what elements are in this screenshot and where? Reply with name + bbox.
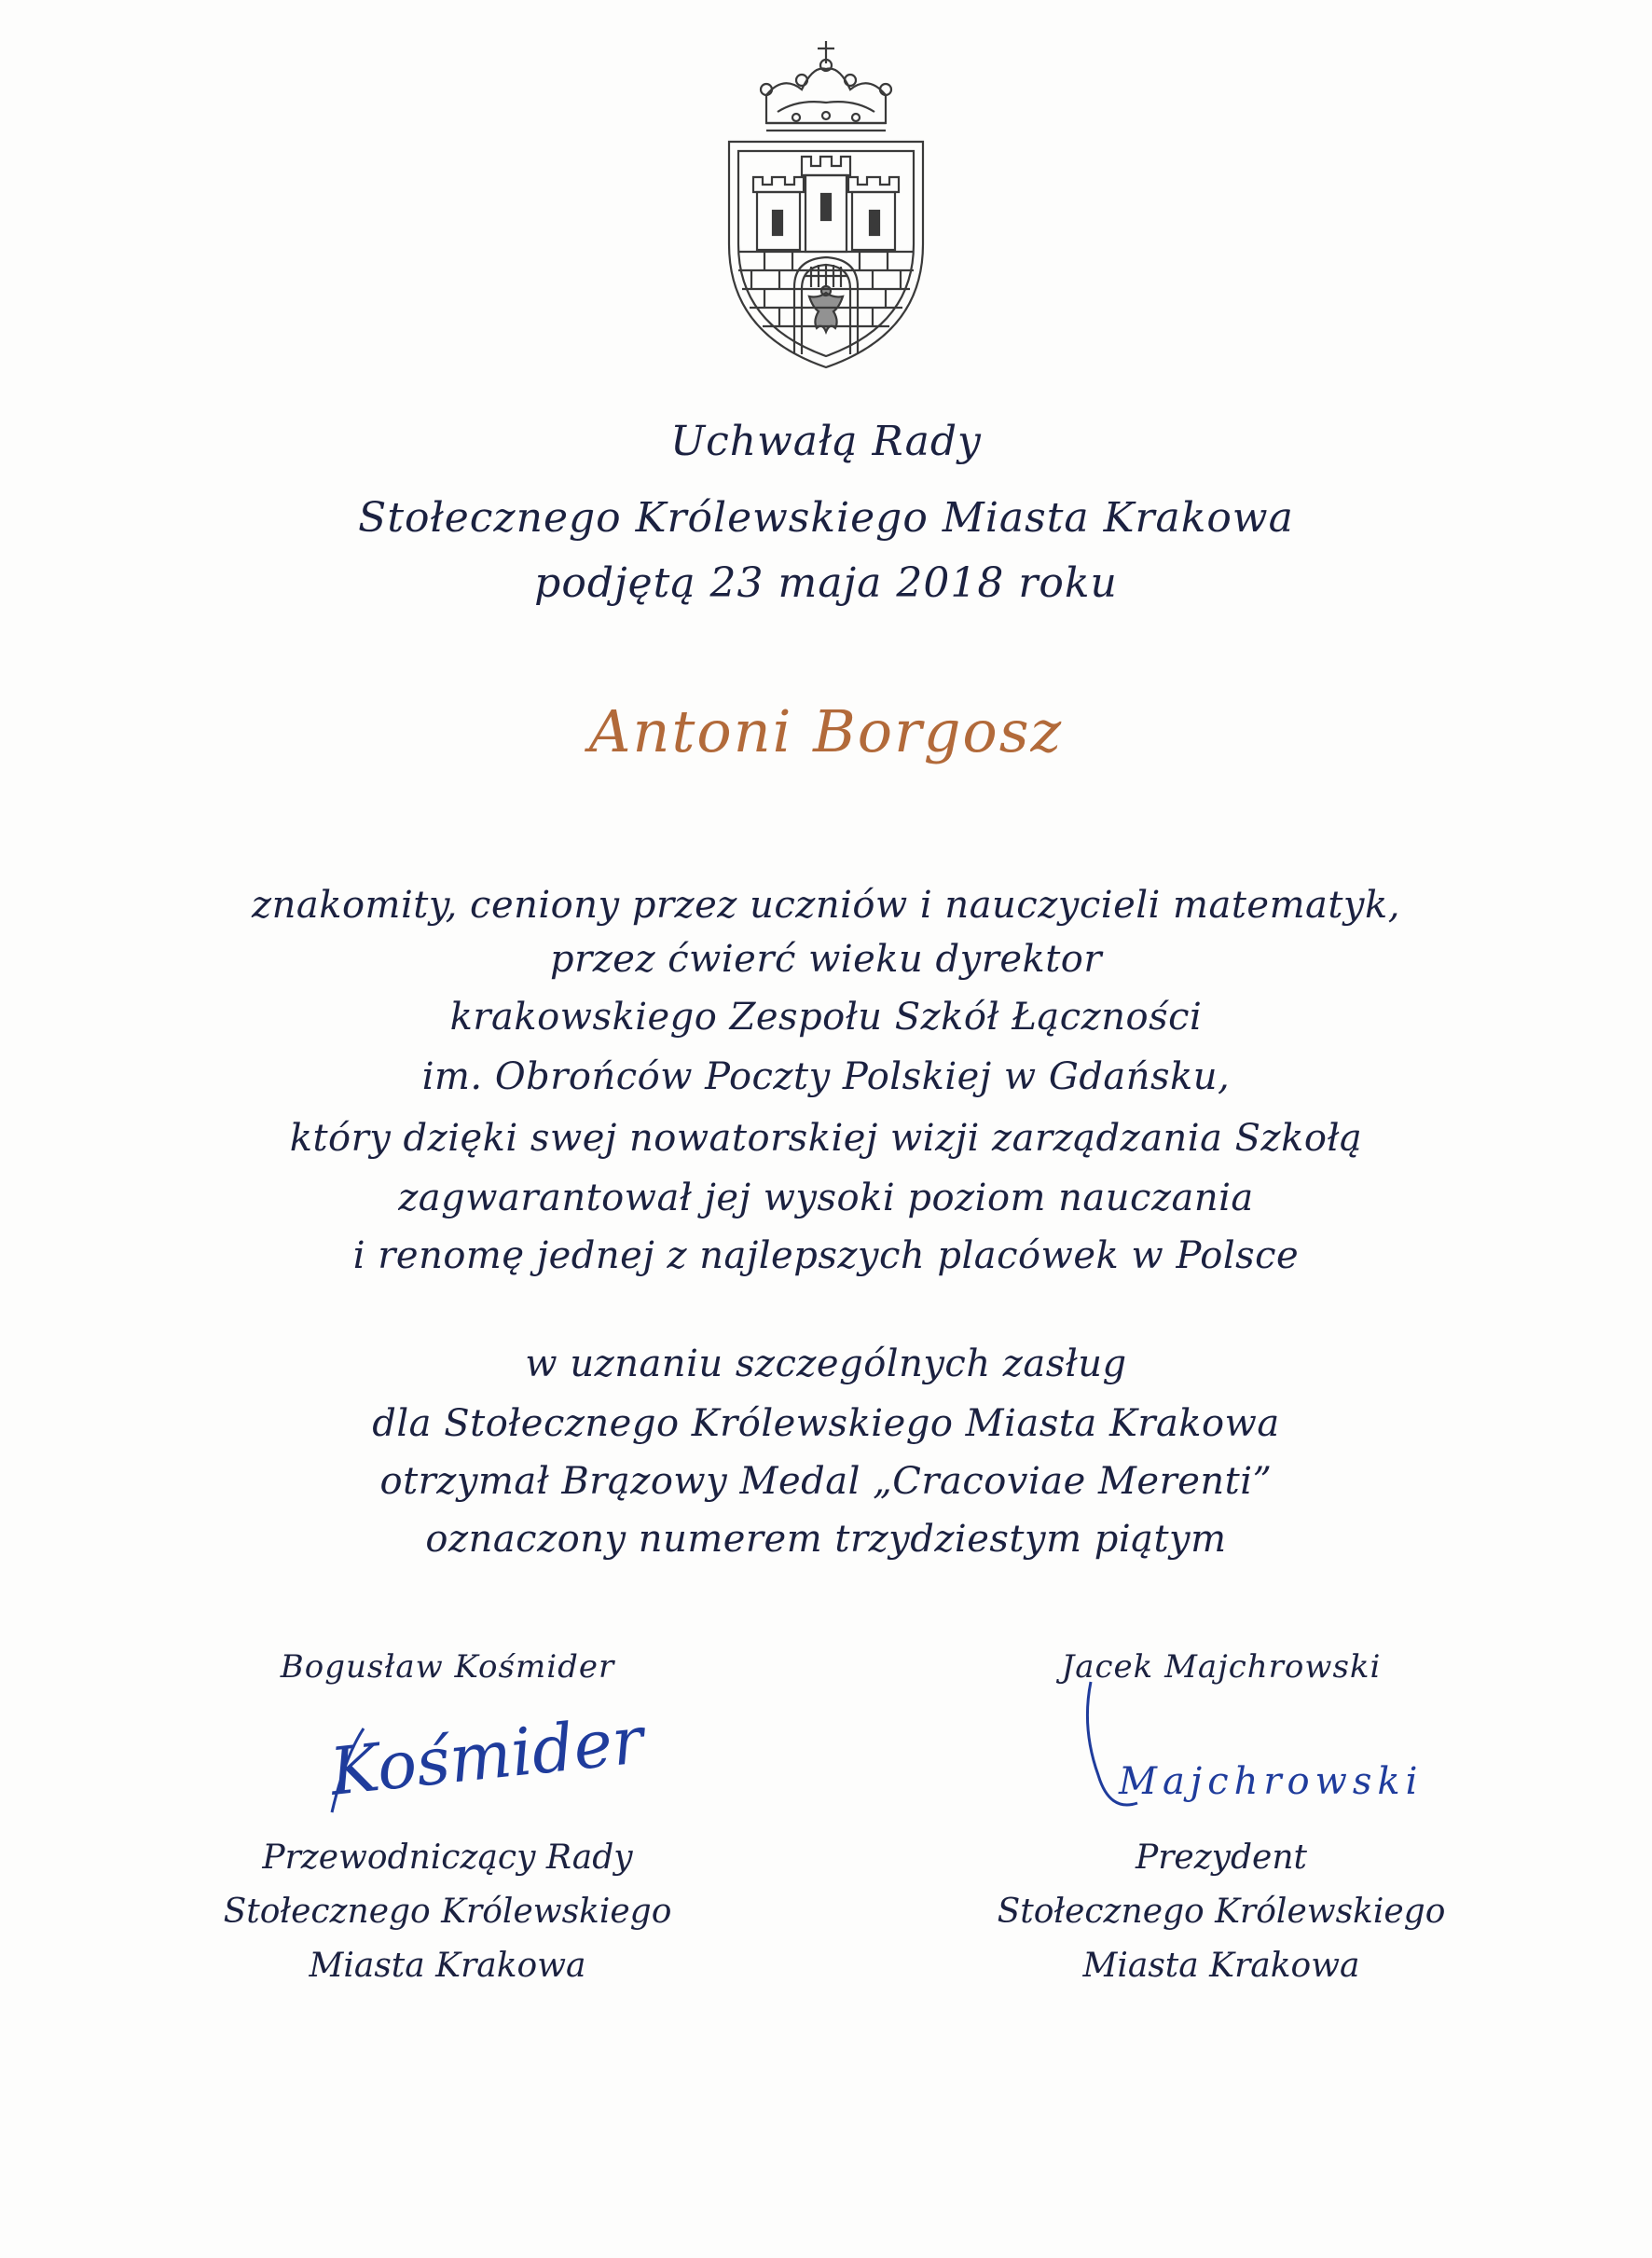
handwritten-signature <box>308 1691 647 1831</box>
signatory-right <box>960 1648 1482 1993</box>
award-line: w uznaniu szczególnych zasług <box>525 1342 1127 1385</box>
signatory-role-line: Prezydent <box>1135 1838 1308 1877</box>
resolution-header-line-3: podjętą 23 maja 2018 roku <box>534 559 1118 607</box>
krakow-coat-of-arms-icon <box>709 37 943 373</box>
signatory-role-line: Miasta Krakowa <box>309 1947 586 1985</box>
award-line: oznaczony numerem trzydziestym piątym <box>425 1518 1227 1561</box>
resolution-header-line-1: Uchwałą Rady <box>670 418 982 465</box>
signatory-left <box>186 1648 709 1993</box>
signatory-role-line: Stołecznego Królewskiego <box>223 1893 672 1931</box>
signatory-role-line: Stołecznego Królewskiego <box>997 1893 1446 1931</box>
signature-text: Kośmider <box>326 1701 647 1811</box>
citation-line: im. Obrońców Poczty Polskiej w Gdańsku, <box>421 1055 1231 1098</box>
citation-line: znakomity, ceniony przez uczniów i nauczycieli matematyk, <box>252 884 1400 927</box>
citation-line: który dzięki swej nowatorskiej wizji zarządzania Szkołą <box>289 1117 1363 1160</box>
citation-line: i renomę jednej z najlepszych placówek w Polsce <box>352 1234 1300 1277</box>
citation-line: przez ćwierć wieku dyrektor <box>549 938 1103 981</box>
signature-text: Majchrowski <box>1119 1760 1424 1803</box>
signatory-role-line: Przewodniczący Rady <box>262 1838 633 1877</box>
signatory-role-line: Miasta Krakowa <box>1082 1947 1360 1985</box>
resolution-header-line-2: Stołecznego Królewskiego Miasta Krakowa <box>358 494 1294 542</box>
award-line: dla Stołecznego Królewskiego Miasta Krakowa <box>372 1402 1280 1445</box>
signatory-name: Bogusław Kośmider <box>280 1648 615 1686</box>
handwritten-signature <box>1053 1691 1424 1831</box>
signatory-name: Jacek Majchrowski <box>1061 1648 1382 1686</box>
citation-line: krakowskiego Zespołu Szkół Łączności <box>449 996 1203 1039</box>
citation-line: zagwarantował jej wysoki poziom nauczania <box>398 1177 1254 1219</box>
recipient-name: Antoni Borgosz <box>588 697 1064 765</box>
award-line: otrzymał Brązowy Medal „Cracoviae Merenti” <box>379 1460 1273 1503</box>
